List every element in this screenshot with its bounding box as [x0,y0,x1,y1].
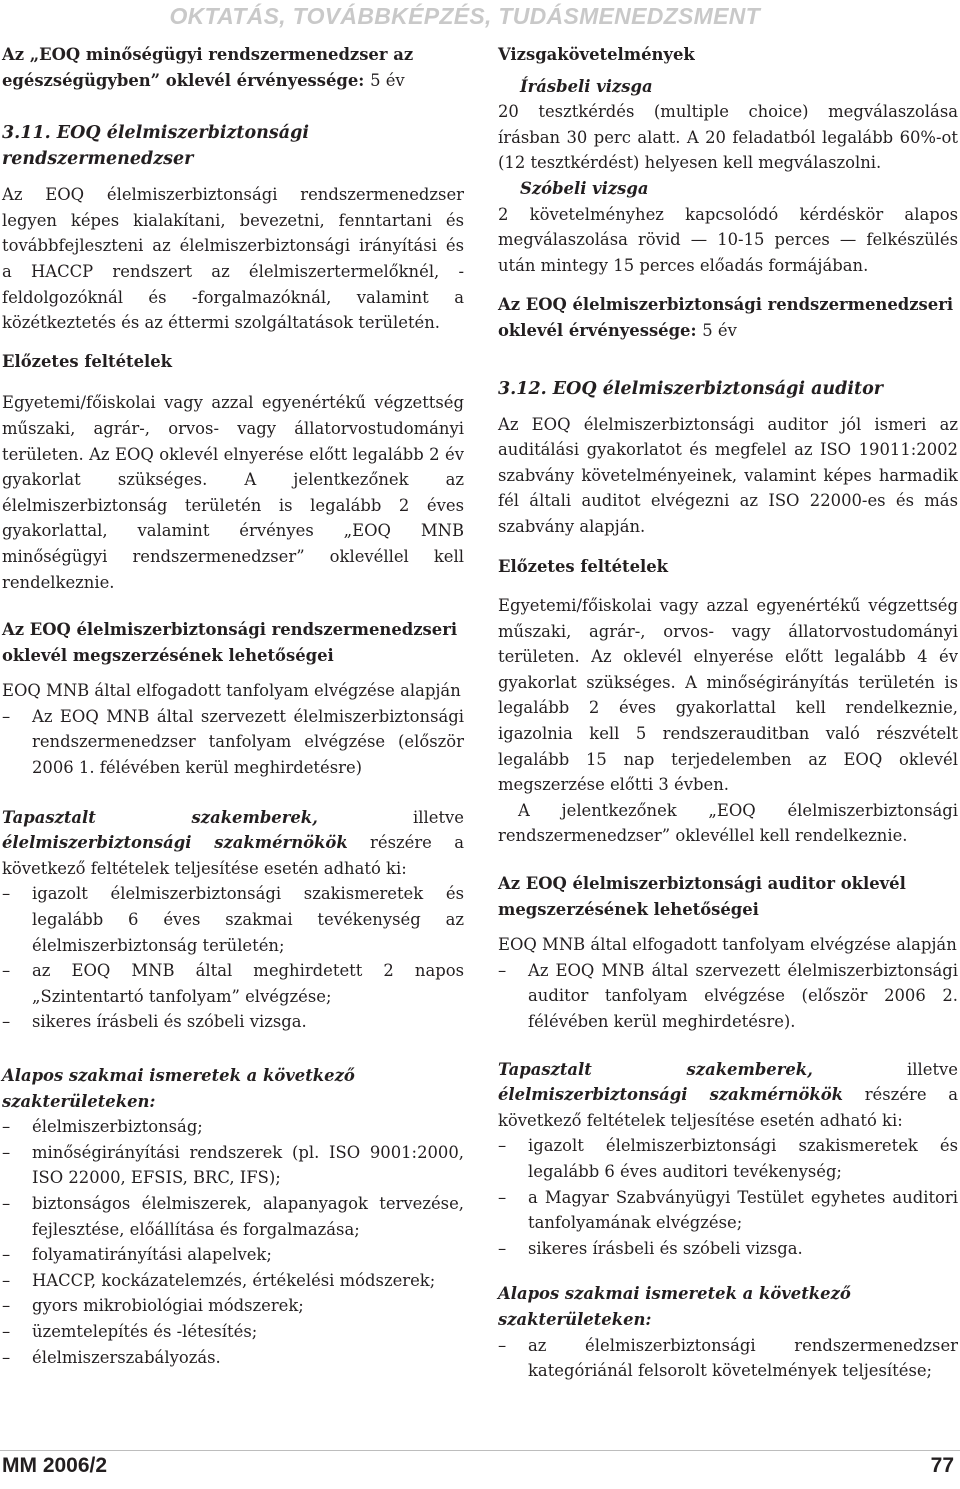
auditor-ways-text: EOQ MNB által elfogadott tanfolyam elvégzése alapján [498,935,957,955]
prerequisites-text: Egyetemi/főiskolai vagy azzal egyenértékű végzettség műszaki, agrár-, orvos- vagy állatorvostudományi területen. Az EOQ oklevél elnyerése előtt legalább 2 év gyakorlat szükséges. A jelentkezőnek az élelmiszerbiztonság területén is legalább 2 éves gyakorlattal, valamint érvényes „EOQ MNB minőségügyi rendszermenedzser” oklevéllel kell rendelkeznie. [2,393,464,592]
list-item: – élelmiszerszabályozás. [2,1345,464,1371]
auditor-knowledge-heading: Alapos szakmai ismeretek a következő szakterületeken: [498,1284,851,1329]
auditor-ways-list [498,958,958,1035]
written-exam-heading: Írásbeli vizsga [520,76,653,96]
experts-rest: részére a következő feltételek teljesítése esetén adható ki: [2,833,464,878]
auditor-experts-rest: részére a következő feltételek teljesítése esetén adható ki: [498,1085,958,1130]
validity [498,292,958,343]
list-item: – Az EOQ MNB által szervezett élelmiszerbiztonsági auditor tanfolyam elvégzése (először 2006 2. félévében kerül meghirdetésre). [498,958,958,1035]
knowledge-list [2,1114,464,1370]
auditor-experts-emphasis-1: Tapasztalt szakemberek, [498,1059,813,1079]
auditor-experts-emphasis-2: élelmiszerbiztonsági szakmérnökök [498,1085,844,1105]
auditor-intro: Az EOQ élelmiszerbiztonsági auditor jól ismeri az auditálási gyakorlatot és megfelel az ISO 19011:2002 szabvány követelményeinek, valamint képes harmadik fél általi auditot elvégezni az ISO 22000-es és más szabvány alapján. [498,414,958,536]
section-title-3-11: 3.11. EOQ élelmiszerbiztonsági rendszermenedzser [2,123,309,170]
left-column [2,42,464,1370]
list-item: – gyors mikrobiológiai módszerek; [2,1293,464,1319]
ways-list [2,704,464,781]
oral-exam-text: 2 követelményhez kapcsolódó kérdéskör alapos megválaszolása rövid — 10-15 perces — felkészülés után mintegy 15 perces előadás formájában. [498,204,958,275]
auditor-prerequisites-text-1: Egyetemi/főiskolai vagy azzal egyenértékű végzettség műszaki, agrár-, orvos- vagy állatorvostudományi területen. Az oklevél elnyerése előtt legalább 4 év gyakorlat szükséges. A minőségirányítás területén is legalább 2 éves gyakorlattal kell rendelkeznie, igazolnia kell 5 rendszerauditban való részvételt legalább 15 nap terjedelemben az EOQ oklevél megszerzése előtti 3 évben. [498,596,958,795]
auditor-experts-text [498,1057,958,1134]
list-item: – az EOQ MNB által meghirdetett 2 napos „Szintentartó tanfolyam” elvégzése; [2,958,464,1009]
list-item: – az élelmiszerbiztonsági rendszermenedzser kategóriánál felsorolt követelmények teljesítése; [498,1333,958,1384]
list-item: – igazolt élelmiszerbiztonsági szakismeretek és legalább 6 éves auditori tevékenység; [498,1133,958,1184]
experts-text [2,805,464,882]
list-item: – sikeres írásbeli és szóbeli vizsga. [498,1236,958,1262]
previous-validity-value: 5 év [370,70,405,90]
list-item: – üzemtelepítés és -létesítés; [2,1319,464,1345]
validity-value: 5 év [702,320,737,340]
previous-validity-label: Az „EOQ minőségügyi rendszermenedzser az egészségügyben” oklevél érvényessége: [2,45,414,90]
list-item: – igazolt élelmiszerbiztonsági szakismeretek és legalább 6 éves szakmai tevékenység az élelmiszerbiztonság területén; [2,881,464,958]
experts-connector: illetve [317,807,465,827]
journal-issue: MM 2006/2 [2,1454,108,1477]
oral-exam-heading: Szóbeli vizsga [520,178,649,198]
previous-validity [2,42,464,93]
exam-requirements-heading: Vizsgakövetelmények [498,45,695,64]
footer-divider [0,1450,960,1451]
auditor-experts-list [498,1133,958,1261]
experts-list [2,881,464,1035]
auditor-experts-connector: illetve [812,1059,959,1079]
experts-emphasis-1: Tapasztalt szakemberek, [2,807,318,827]
list-item: – folyamatirányítási alapelvek; [2,1242,464,1268]
knowledge-heading: Alapos szakmai ismeretek a következő szakterületeken: [2,1066,355,1111]
list-item: – Az EOQ MNB által szervezett élelmiszerbiztonsági rendszermenedzser tanfolyam elvégzése (először 2006 1. félévében kerül meghirdetésre) [2,704,464,781]
running-header: OKTATÁS, TOVÁBBKÉPZÉS, TUDÁSMENEDZSMENT [169,3,760,29]
validity-label: Az EOQ élelmiszerbiztonsági rendszermenedzseri oklevél érvényessége: [498,295,954,340]
auditor-ways-heading: Az EOQ élelmiszerbiztonsági auditor oklevél megszerzésének lehetőségei [498,874,906,919]
experts-emphasis-2: élelmiszerbiztonsági szakmérnökök [2,833,348,853]
section-intro: Az EOQ élelmiszerbiztonsági rendszermenedzser legyen képes kialakítani, bevezetni, fenntartani és továbbfejleszteni az élelmiszerbiztonsági irányítási és a HACCP rendszert az élelmiszertermelőknél, -feldolgozóknál és -forgalmazóknál, valamint a közétkeztetés és az éttermi szolgáltatások területén. [2,185,464,333]
list-item: – sikeres írásbeli és szóbeli vizsga. [2,1009,464,1035]
list-item: – élelmiszerbiztonság; [2,1114,464,1140]
list-item: – biztonságos élelmiszerek, alapanyagok tervezése, fejlesztése, előállítása és forgalmazása; [2,1191,464,1242]
section-title-3-12: 3.12. EOQ élelmiszerbiztonsági auditor [498,378,883,399]
auditor-prerequisites-heading: Előzetes feltételek [498,556,669,576]
ways-text: EOQ MNB által elfogadott tanfolyam elvégzése alapján [2,681,461,701]
written-exam-text: 20 tesztkérdés (multiple choice) megválaszolása írásban 30 perc alatt. A 20 feladatból legalább 60%-ot (12 tesztkérdést) helyesen kell megválaszolni. [498,102,958,173]
right-column [498,42,958,1384]
prerequisites-heading: Előzetes feltételek [2,351,173,371]
list-item: – a Magyar Szabványügyi Testület egyhetes auditori tanfolyamának elvégzése; [498,1185,958,1236]
ways-heading: Az EOQ élelmiszerbiztonsági rendszermenedzseri oklevél megszerzésének lehetőségei [2,620,458,665]
list-item: – HACCP, kockázatelemzés, értékelési módszerek; [2,1268,464,1294]
auditor-knowledge-list [498,1333,958,1384]
page-number: 77 [930,1454,954,1477]
auditor-prerequisites-text-2: A jelentkezőnek „EOQ élelmiszerbiztonsági rendszermenedzser” oklevéllel kell rendelkeznie. [498,800,958,846]
list-item: – minőségirányítási rendszerek (pl. ISO 9001:2000, ISO 22000, EFSIS, BRC, IFS); [2,1140,464,1191]
